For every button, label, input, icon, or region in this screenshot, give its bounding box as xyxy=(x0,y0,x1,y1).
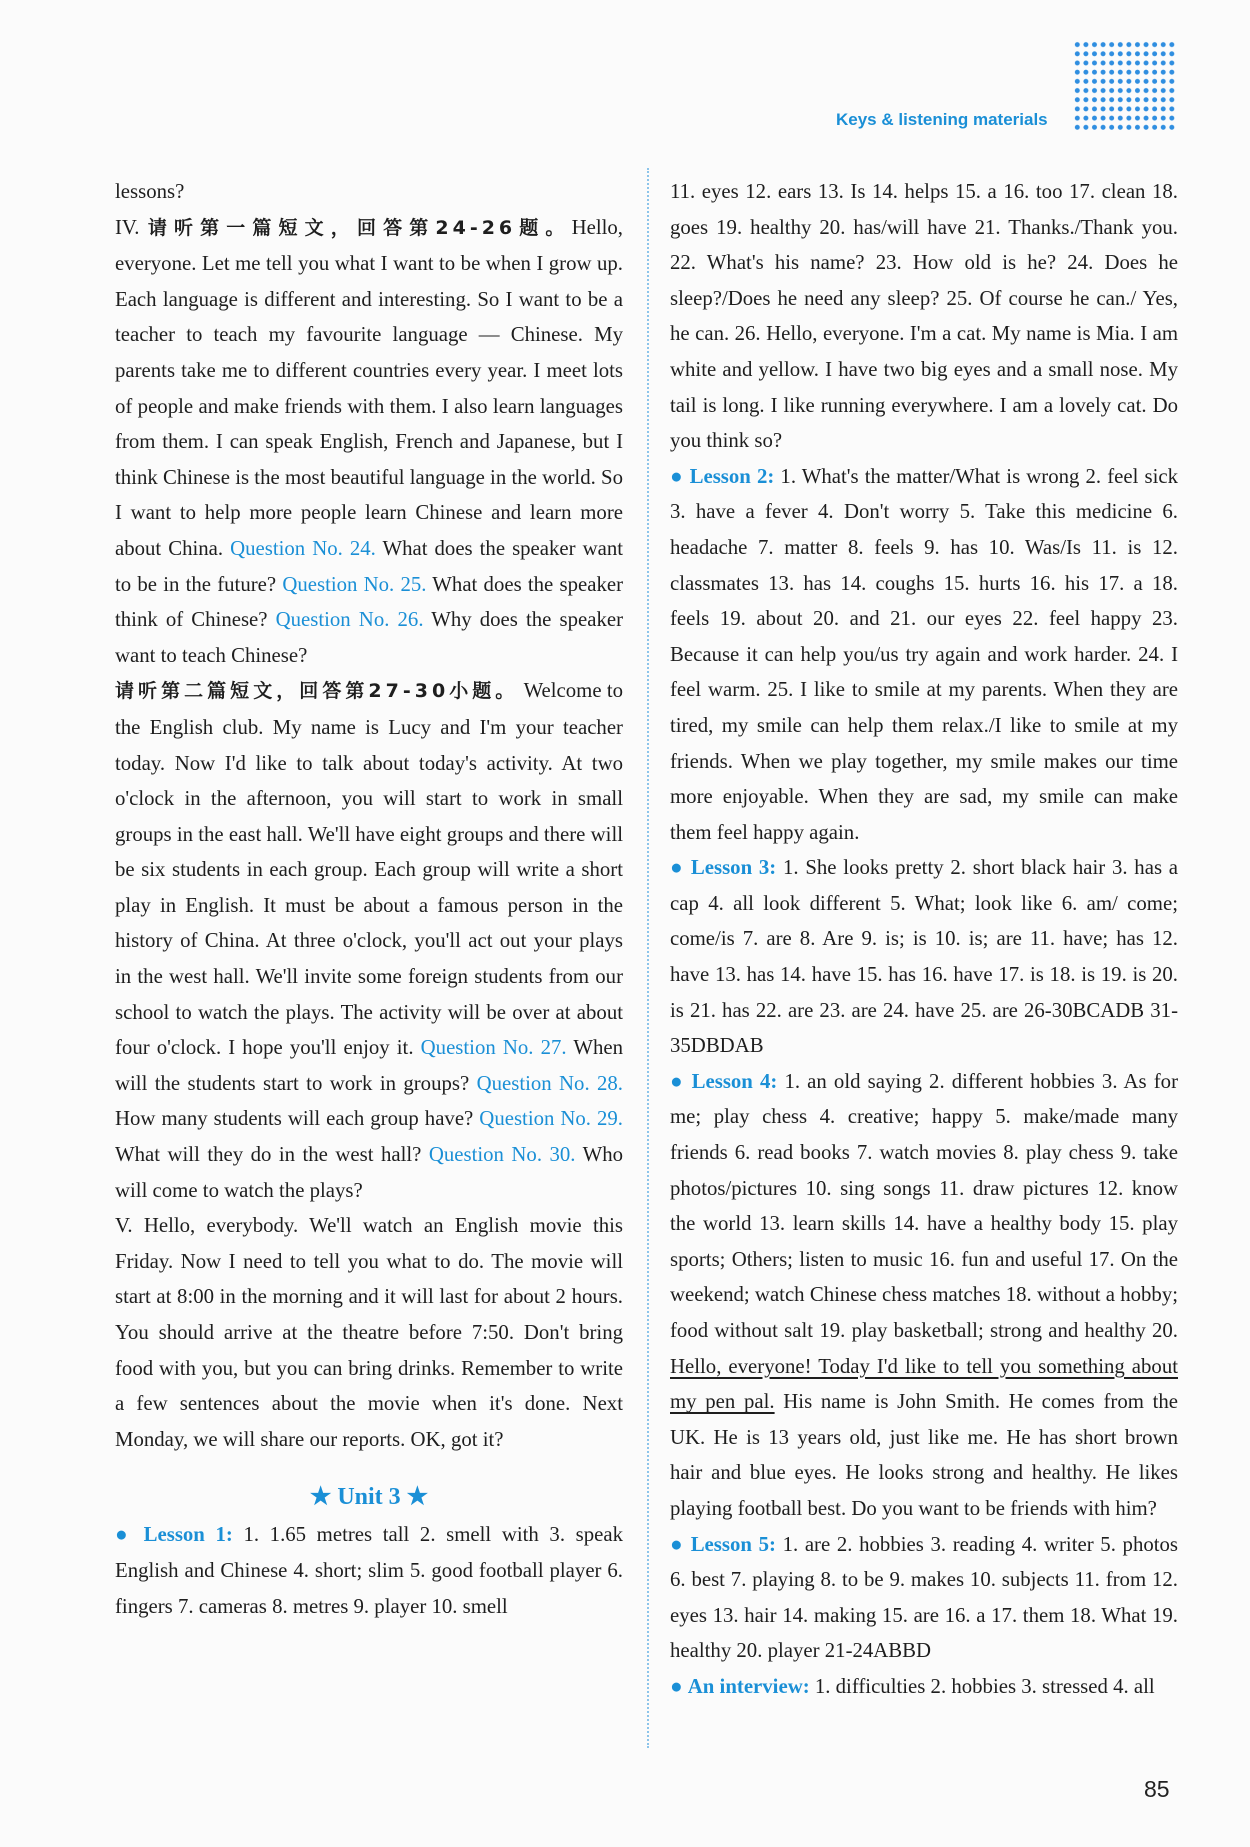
paragraph-iv xyxy=(115,210,623,674)
lesson-label: Lesson 1: xyxy=(143,1523,233,1547)
bullet-icon: ● xyxy=(670,1674,683,1698)
column-divider xyxy=(647,168,649,1748)
answers: 1. difficulties 2. hobbies 3. stressed 4. all xyxy=(809,1674,1155,1698)
text: Who will come to watch the plays? xyxy=(115,1143,623,1202)
text: Hello, everyone. Let me tell you what I want to be when I grow up. Each language is different and interesting. So I want to be a teacher to teach my favourite language — Chinese. My parents take me to different countries every year. I meet lots of people and make friends with them. I also learn languages from them. I can speak English, French and Japanese, but I think Chinese is the most beautiful language in the world. So I want to help more people learn Chinese and learn more about China. xyxy=(115,215,623,560)
lesson2 xyxy=(670,459,1178,851)
lesson3 xyxy=(670,850,1178,1064)
question-label: Question No. 24. xyxy=(230,536,376,560)
bullet-icon: ● xyxy=(670,464,684,488)
answers: His name is John Smith. He comes from the UK. He is 13 years old, just like me. He has short brown hair and blue eyes. He looks strong and healthy. He likes playing football best. Do you want to be friends with him? xyxy=(670,1390,1178,1520)
text: IV. xyxy=(115,215,148,239)
lesson4 xyxy=(670,1064,1178,1527)
paragraph-second-passage xyxy=(115,673,623,1208)
page-number: 85 xyxy=(1144,1776,1170,1802)
text: What will they do in the west hall? xyxy=(115,1143,429,1167)
bullet-icon: ● xyxy=(670,856,685,880)
chinese-instruction: 请听第二篇短文，回答第27-30小题。 xyxy=(115,680,519,703)
underlined-answer: Hello, everyone! Today I'd like to tell you something about my pen pal. xyxy=(670,1354,1178,1414)
bullet-icon: ● xyxy=(670,1069,685,1093)
interview xyxy=(670,1669,1178,1705)
lesson-label: Lesson 3: xyxy=(690,856,777,880)
unit3-lesson1 xyxy=(115,1517,623,1624)
text: Why does the speaker want to teach Chinese? xyxy=(115,608,623,667)
lesson-label: An interview: xyxy=(687,1674,810,1698)
text: What does the speaker want to be in the future? xyxy=(115,536,624,596)
question-label: Question No. 29. xyxy=(479,1107,624,1131)
question-label: Question No. 25. xyxy=(282,572,427,596)
unit-title: ★ Unit 3 ★ xyxy=(309,1484,429,1511)
answers: 1. an old saying 2. different hobbies 3. As for me; play chess 4. creative; happy 5. make/made many friends 6. read books 7. watch movies 8. play chess 9. take photos/pictures 10. sing songs 11. draw pictures 12. know the world 13. learn skills 14. have a healthy body 15. play sports; Others; listen to music 16. fun and useful 17. On the weekend; watch Chinese chess matches 18. without a hobby; food without salt 19. play basketball; strong and healthy 20. xyxy=(670,1069,1178,1342)
paragraph-answers-cont: 11. eyes 12. ears 13. Is 14. helps 15. a 16. too 17. clean 18. goes 19. healthy 20. has/will have 21. Thanks./Thank you. 22. What's his name? 23. How old is he? 24. Does he sleep?/Does he need any sleep? 25. Of course he can./ Yes, he can. 26. Hello, everyone. I'm a cat. My name is Mia. I am white and yellow. I have two big eyes and a small nose. My tail is long. I like running everywhere. I am a lovely cat. Do you think so? xyxy=(670,180,1178,453)
bullet-icon: ● xyxy=(670,1532,685,1556)
paragraph-lessons: lessons? xyxy=(115,180,185,203)
lesson5 xyxy=(670,1527,1178,1669)
right-column xyxy=(670,174,1178,1705)
text: How many students will each group have? xyxy=(115,1107,480,1131)
left-column xyxy=(115,174,623,1624)
lesson-label: Lesson 4: xyxy=(691,1069,778,1093)
answers: 1. 1.65 metres tall 2. smell with 3. speak English and Chinese 4. short; slim 5. good football player 6. fingers 7. cameras 8. metres 9. player 10. smell xyxy=(115,1523,623,1618)
answers: 1. What's the matter/What is wrong 2. feel sick 3. have a fever 4. Don't worry 5. Take this medicine 6. headache 7. matter 8. feels 9. has 10. Was/Is 11. is 12. classmates 13. has 14. coughs 15. hurts 16. his 17. a 18. feels 19. about 20. and 21. our eyes 22. feel happy 23. Because it can help you/us try again and work harder. 24. I feel warm. 25. I like to smile at my parents. When they are tired, my smile can help them relax./I like to smile at my friends. When we play together, my smile makes our time more enjoyable. When they are sad, my smile can make them feel happy again. xyxy=(670,464,1179,844)
chinese-instruction: 请听第一篇短文，回答第24-26题。 xyxy=(147,216,572,239)
dot-grid-decoration xyxy=(1073,40,1177,132)
question-label: Question No. 26. xyxy=(275,608,424,632)
question-label: Question No. 27. xyxy=(420,1036,567,1060)
header-label: Keys & listening materials xyxy=(836,110,1048,129)
lesson-label: Lesson 2: xyxy=(689,464,775,488)
question-label: Question No. 30. xyxy=(428,1143,576,1167)
answers: 1. are 2. hobbies 3. reading 4. writer 5. photos 6. best 7. playing 8. to be 9. makes 10. subjects 11. from 12. eyes 13. hair 14. making 15. are 16. a 17. them 18. What 19. healthy 20. player 21-24ABBD xyxy=(670,1532,1179,1663)
lesson-label: Lesson 5: xyxy=(690,1532,776,1556)
text: What does the speaker think of Chinese? xyxy=(115,572,624,632)
question-label: Question No. 28. xyxy=(476,1071,624,1095)
paragraph-v: V. Hello, everybody. We'll watch an English movie this Friday. Now I need to tell you what to do. The movie will start at 8:00 in the morning and it will last for about 2 hours. You should arrive at the theatre before 7:50. Don't bring food with you, but you can bring drinks. Remember to write a few sentences about the movie when it's done. Next Monday, we will share our reports. OK, got it? xyxy=(115,1214,623,1451)
text: When will the students start to work in groups? xyxy=(115,1036,624,1095)
text: Welcome to the English club. My name is Lucy and I'm your teacher today. Now I'd like to talk about today's activity. At two o'clock in the afternoon, you will start to work in small groups in the east hall. We'll have eight groups and there will be six students in each group. Each group will write a short play in English. It must be about a famous person in the history of China. At three o'clock, you'll act out your plays in the west hall. We'll invite some foreign students from our school to watch the plays. The activity will be over at about four o'clock. I hope you'll enjoy it. xyxy=(115,679,623,1060)
bullet-icon: ● xyxy=(115,1523,133,1547)
answers: 1. She looks pretty 2. short black hair 3. has a cap 4. all look different 5. What; look like 6. am/ come; come/is 7. are 8. Are 9. is; is 10. is; are 11. have; has 12. have 13. has 14. have 15. has 16. have 17. is 18. is 19. is 20. is 21. has 22. are 23. are 24. have 25. are 26-30BCADB 31-35DBDAB xyxy=(670,856,1179,1058)
